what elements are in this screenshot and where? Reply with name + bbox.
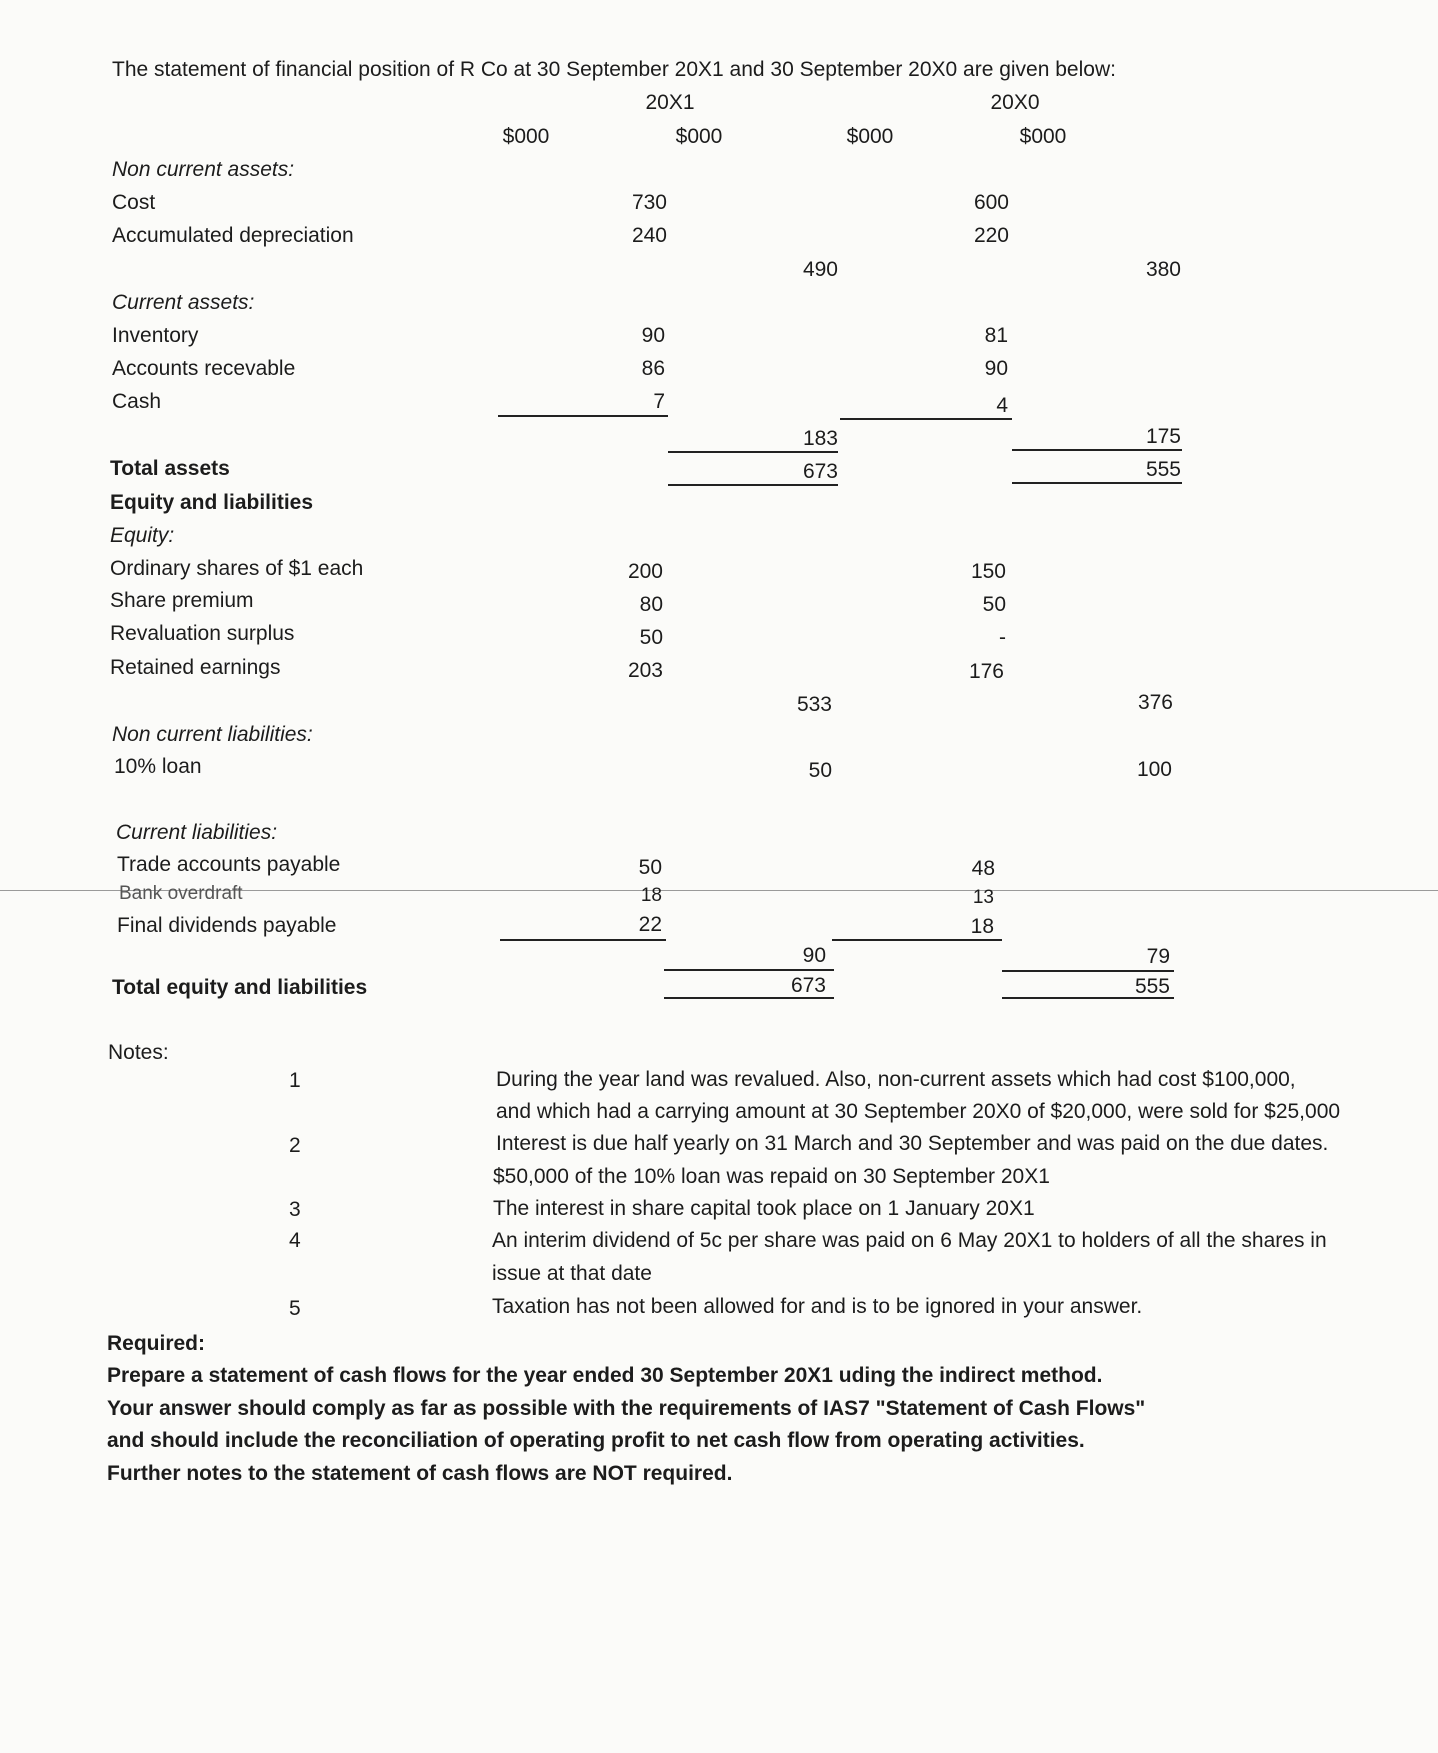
total-assets-20x1: 673	[802, 460, 838, 483]
section-equity-liabilities: Equity and liabilities	[110, 491, 314, 514]
equity-total-20x0: 376	[1137, 691, 1173, 714]
premium-20x1: 80	[639, 593, 663, 616]
note-line: issue at that date	[492, 1262, 652, 1285]
grand-total-20x0: 555	[1134, 975, 1170, 998]
dividends-20x0: 18	[970, 915, 994, 938]
receivable-20x1: 86	[641, 357, 665, 380]
section-current-assets: Current assets:	[112, 291, 255, 314]
required-line: Your answer should comply as far as possible with the requirements of IAS7 "Statement of Cash Flows"	[107, 1397, 1146, 1420]
subtotal-rule	[500, 939, 666, 941]
total-rule	[664, 969, 834, 971]
row-label-share-premium: Share premium	[110, 589, 254, 612]
document-heading: The statement of financial position of R Co at 30 September 20X1 and 30 September 20X0 are given below:	[112, 58, 1116, 81]
required-line: Prepare a statement of cash flows for the year ended 30 September 20X1 uding the indirect method.	[107, 1364, 1103, 1387]
section-non-current-assets: Non current assets:	[112, 158, 295, 181]
required-title: Required:	[107, 1332, 206, 1355]
ca-total-20x0: 175	[1145, 425, 1181, 448]
cost-20x0: 600	[973, 191, 1009, 214]
notes-title: Notes:	[108, 1041, 169, 1064]
row-label-total-assets: Total assets	[110, 457, 230, 480]
row-label-inventory: Inventory	[112, 324, 199, 347]
section-current-liabilities: Current liabilities:	[116, 821, 278, 844]
nca-total-20x0: 380	[1145, 258, 1181, 281]
total-rule	[1002, 997, 1174, 999]
total-rule	[1012, 482, 1182, 484]
retained-20x1: 203	[627, 659, 663, 682]
acc-dep-20x0: 220	[973, 224, 1009, 247]
reval-20x0: -	[999, 626, 1006, 649]
ca-total-20x1: 183	[802, 427, 838, 450]
subtotal-rule	[840, 418, 1012, 420]
year-header-20x1: 20X1	[645, 91, 695, 114]
total-rule	[1002, 970, 1174, 972]
row-label-accumulated-depreciation: Accumulated depreciation	[112, 224, 354, 247]
cash-20x0: 4	[996, 394, 1008, 417]
section-equity: Equity:	[110, 524, 175, 547]
total-rule	[668, 451, 838, 453]
loan-20x1: 50	[808, 759, 832, 782]
row-label-final-dividends: Final dividends payable	[117, 914, 337, 937]
row-label-retained-earnings: Retained earnings	[110, 656, 281, 679]
note-line: During the year land was revalued. Also, non-current assets which had cost $100,000,	[496, 1068, 1296, 1091]
row-label-revaluation-surplus: Revaluation surplus	[110, 622, 295, 645]
note-line: $50,000 of the 10% loan was repaid on 30 September 20X1	[493, 1165, 1050, 1188]
nca-total-20x1: 490	[802, 258, 838, 281]
unit-header: $000	[675, 125, 723, 148]
dividends-20x1: 22	[638, 913, 662, 936]
loan-20x0: 100	[1136, 758, 1172, 781]
cl-total-20x1: 90	[802, 944, 826, 967]
row-label-trade-payables: Trade accounts payable	[117, 853, 341, 876]
subtotal-rule	[832, 939, 1002, 941]
note-line: and which had a carrying amount at 30 September 20X0 of $20,000, were sold for $25,000	[496, 1100, 1341, 1123]
grand-total-20x1: 673	[790, 974, 826, 997]
unit-header: $000	[502, 125, 550, 148]
note-number: 1	[289, 1069, 301, 1092]
overdraft-20x1: 18	[640, 885, 662, 906]
required-line: and should include the reconciliation of operating profit to net cash flow from operating activities.	[107, 1429, 1085, 1452]
note-line: An interim dividend of 5c per share was paid on 6 May 20X1 to holders of all the shares in	[492, 1229, 1327, 1252]
receivable-20x0: 90	[984, 357, 1008, 380]
note-number: 2	[289, 1134, 301, 1157]
unit-header: $000	[846, 125, 894, 148]
note-line: Interest is due half yearly on 31 March and 30 September and was paid on the due dates.	[496, 1132, 1329, 1155]
row-label-loan: 10% loan	[114, 755, 202, 778]
row-label-cost: Cost	[112, 191, 156, 214]
reval-20x1: 50	[639, 626, 663, 649]
inventory-20x1: 90	[641, 324, 665, 347]
note-number: 3	[289, 1198, 301, 1221]
overdraft-20x0: 13	[972, 887, 994, 908]
equity-total-20x1: 533	[796, 693, 832, 716]
row-label-bank-overdraft: Bank overdraft	[119, 883, 243, 904]
shares-20x1: 200	[627, 560, 663, 583]
cl-total-20x0: 79	[1146, 945, 1170, 968]
premium-20x0: 50	[982, 593, 1006, 616]
acc-dep-20x1: 240	[631, 224, 667, 247]
required-line: Further notes to the statement of cash flows are NOT required.	[107, 1462, 733, 1485]
note-number: 5	[289, 1297, 301, 1320]
year-header-20x0: 20X0	[990, 91, 1040, 114]
retained-20x0: 176	[968, 660, 1004, 683]
total-assets-20x0: 555	[1145, 458, 1181, 481]
payables-20x1: 50	[638, 856, 662, 879]
total-rule	[668, 484, 838, 486]
cash-20x1: 7	[653, 390, 665, 413]
unit-header: $000	[1019, 125, 1067, 148]
section-non-current-liabilities: Non current liabilities:	[112, 723, 313, 746]
total-rule	[1012, 449, 1182, 451]
row-label-accounts-receivable: Accounts recevable	[112, 357, 296, 380]
shares-20x0: 150	[970, 560, 1006, 583]
inventory-20x0: 81	[984, 324, 1008, 347]
note-number: 4	[289, 1229, 301, 1252]
total-rule	[664, 997, 834, 999]
note-line: Taxation has not been allowed for and is to be ignored in your answer.	[492, 1295, 1143, 1318]
cost-20x1: 730	[631, 191, 667, 214]
subtotal-rule	[498, 415, 668, 417]
row-label-total-equity-liabilities: Total equity and liabilities	[112, 976, 368, 999]
row-label-ordinary-shares: Ordinary shares of $1 each	[110, 557, 364, 580]
row-label-cash: Cash	[112, 390, 162, 413]
note-line: The interest in share capital took place on 1 January 20X1	[493, 1197, 1035, 1220]
payables-20x0: 48	[971, 857, 995, 880]
